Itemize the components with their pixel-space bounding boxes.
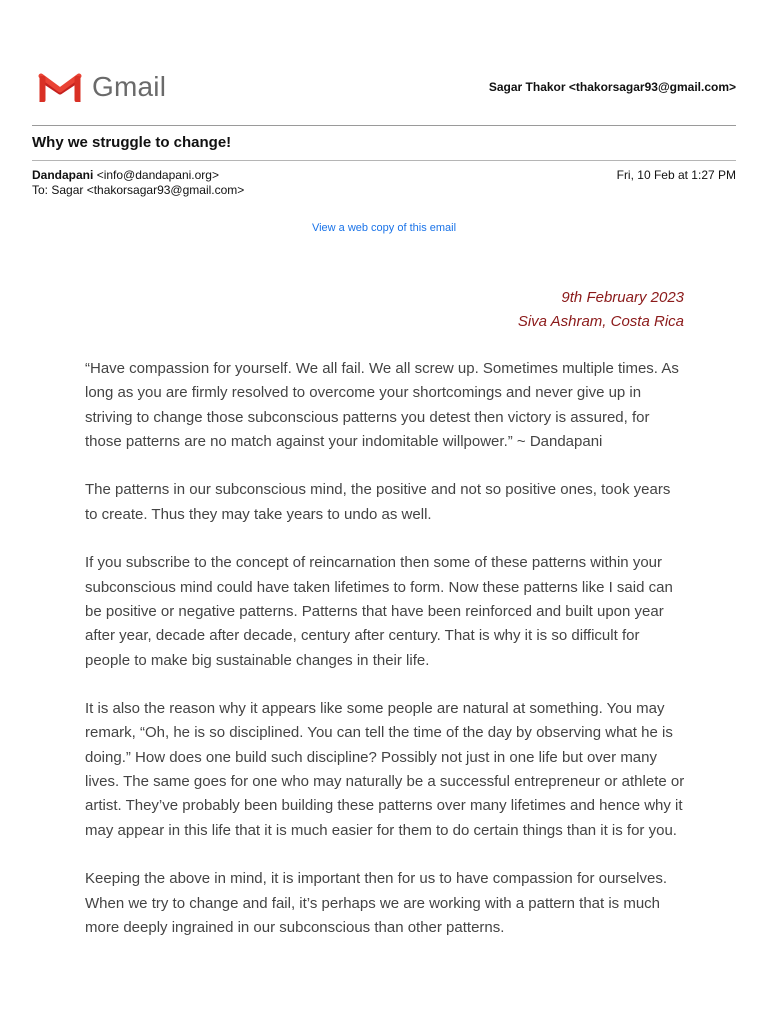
subject-divider <box>32 160 736 161</box>
web-copy-link[interactable]: View a web copy of this email <box>311 222 457 234</box>
account-address: Sagar Thakor <thakorsagar93@gmail.com> <box>488 80 736 94</box>
sender-block <box>32 168 244 198</box>
sender-email: <info@dandapani.org> <box>96 168 219 182</box>
header-divider <box>32 125 736 126</box>
gmail-wordmark: Gmail <box>92 71 167 102</box>
body-paragraph: It is also the reason why it appears like some people are natural at something. You may remark, “Oh, he is so disciplined. You can tell the time of the day by observing what he is doing.” How does one build such discipline? Possibly not just in one life but over many lives. The same goes for one who may naturally be a successful entrepreneur or athlete or artist. They’ve probably been building these patterns over many lifetimes and hence why it may appear in this life that it is much easier for them to do certain things than it is for you. <box>85 700 685 839</box>
print-header <box>32 66 736 110</box>
email-date: Fri, 10 Feb at 1:27 PM <box>616 168 736 182</box>
letter-dateline <box>518 286 684 334</box>
body-paragraph: “Have compassion for yourself. We all fail. We all screw up. Sometimes multiple times. As long as you are firmly resolved to overcome your shortcomings and never give up in striving to change those subconscious patterns you detest then victory is assured, for those patterns are no match against your indomitable willpower.” ~ Dandapani <box>85 360 679 450</box>
gmail-logo <box>38 70 166 104</box>
email-subject: Why we struggle to change! <box>32 134 232 151</box>
sender-line <box>32 168 244 183</box>
web-copy-row <box>0 222 768 234</box>
gmail-envelope-icon <box>38 70 82 104</box>
letter-date: 9th February 2023 <box>561 289 684 306</box>
body-paragraph: The patterns in our subconscious mind, the positive and not so positive ones, took years to create. Thus they may take years to undo as well. <box>85 481 671 523</box>
sender-name: Dandapani <box>32 168 94 182</box>
letter-place: Siva Ashram, Costa Rica <box>517 313 684 330</box>
body-paragraph: Keeping the above in mind, it is important then for us to have compassion for ourselves. When we try to change and fail, it’s perhaps we are working with a pattern that is much more deeply ingrained in our subconscious than other patterns. <box>85 870 667 936</box>
email-body <box>85 357 685 964</box>
body-paragraph: If you subscribe to the concept of reincarnation then some of these patterns within your subconscious mind could have taken lifetimes to form. Now these patterns like I said can be positive or negative patterns. Patterns that have been reinforced and built upon year after year, decade after decade, century after century. That is why it is so difficult for people to make big sustainable changes in their life. <box>85 554 673 669</box>
recipient-line: To: Sagar <thakorsagar93@gmail.com> <box>32 183 245 197</box>
